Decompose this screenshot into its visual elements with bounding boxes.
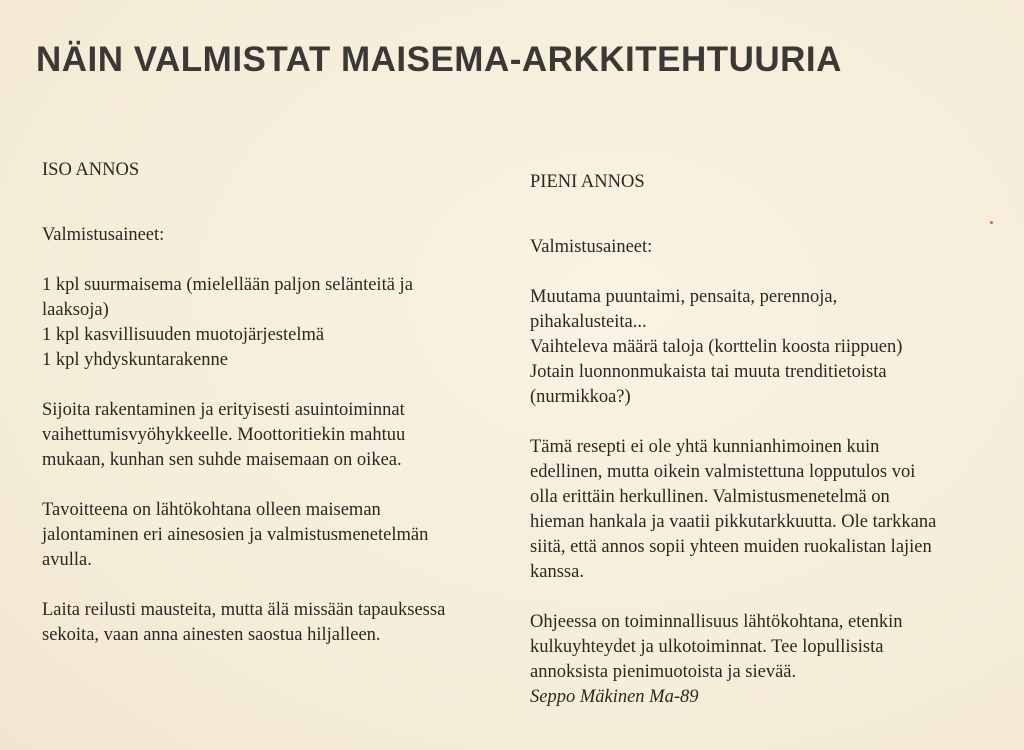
ingredient-line: 1 kpl kasvillisuuden muotojärjestelmä: [42, 325, 325, 345]
paragraph-line: vaihettumisvyöhykkeelle. Moottoritiekin mahtuu: [42, 425, 406, 445]
ingredient-line: (nurmikkoa?): [530, 387, 631, 407]
paragraph-line: kulkuyhteydet ja ulkotoiminnat. Tee lopullisista: [530, 637, 884, 657]
ingredient-line: 1 kpl yhdyskuntarakenne: [42, 350, 228, 370]
paragraph-line: jalontaminen eri ainesosien ja valmistusmenetelmän: [42, 525, 429, 545]
iso-annos-heading: ISO ANNOS: [42, 160, 140, 180]
iso-annos-paragraph-1: [42, 398, 512, 473]
author-signature: Seppo Mäkinen Ma-89: [530, 687, 699, 707]
paragraph-line: sekoita, vaan anna ainesten saostua hiljalleen.: [42, 625, 381, 645]
iso-annos-ingredients-label: Valmistusaineet:: [42, 225, 165, 245]
paragraph-line: Ohjeessa on toiminnallisuus lähtökohtana, etenkin: [530, 612, 903, 632]
iso-annos-column: [42, 158, 512, 648]
paragraph-line: Tavoitteena on lähtökohtana olleen maiseman: [42, 500, 381, 520]
paragraph-line: Laita reilusti mausteita, mutta älä missään tapauksessa: [42, 600, 446, 620]
ingredient-line: Muutama puuntaimi, pensaita, perennoja,: [530, 287, 838, 307]
paragraph-line: Sijoita rakentaminen ja erityisesti asuintoiminnat: [42, 400, 405, 420]
ingredient-line: pihakalusteita...: [530, 312, 647, 332]
pieni-annos-paragraph-1: [530, 435, 1000, 585]
pieni-annos-ingredients-label: Valmistusaineet:: [530, 237, 653, 257]
ingredient-line: Vaihteleva määrä taloja (korttelin koosta riippuen): [530, 337, 903, 357]
paragraph-line: edellinen, mutta oikein valmistettuna lopputulos voi: [530, 462, 916, 482]
paragraph-line: siitä, että annos sopii yhteen muiden ruokalistan lajien: [530, 537, 932, 557]
iso-annos-paragraph-2: [42, 498, 512, 573]
ingredient-line: Jotain luonnonmukaista tai muuta trenditietoista: [530, 362, 887, 382]
pieni-annos-heading: PIENI ANNOS: [530, 172, 645, 192]
ingredient-line: laaksoja): [42, 300, 109, 320]
iso-annos-paragraph-3: [42, 598, 512, 648]
pieni-annos-paragraph-2: [530, 610, 1000, 685]
ingredient-line: 1 kpl suurmaisema (mielellään paljon selänteitä ja: [42, 275, 413, 295]
pieni-annos-ingredient-list: [530, 285, 1000, 410]
paragraph-line: mukaan, kunhan sen suhde maisemaan on oikea.: [42, 450, 402, 470]
paragraph-line: kanssa.: [530, 562, 584, 582]
paragraph-line: avulla.: [42, 550, 92, 570]
paragraph-line: hieman hankala ja vaatii pikkutarkkuutta. Ole tarkkana: [530, 512, 937, 532]
pieni-annos-column: [530, 170, 1000, 710]
paragraph-line: Tämä resepti ei ole yhtä kunnianhimoinen kuin: [530, 437, 880, 457]
paragraph-line: annoksista pienimuotoista ja sievää.: [530, 662, 797, 682]
page-title: NÄIN VALMISTAT MAISEMA-ARKKITEHTUURIA: [36, 40, 842, 79]
iso-annos-ingredient-list: [42, 273, 512, 373]
paragraph-line: olla erittäin herkullinen. Valmistusmenetelmä on: [530, 487, 890, 507]
